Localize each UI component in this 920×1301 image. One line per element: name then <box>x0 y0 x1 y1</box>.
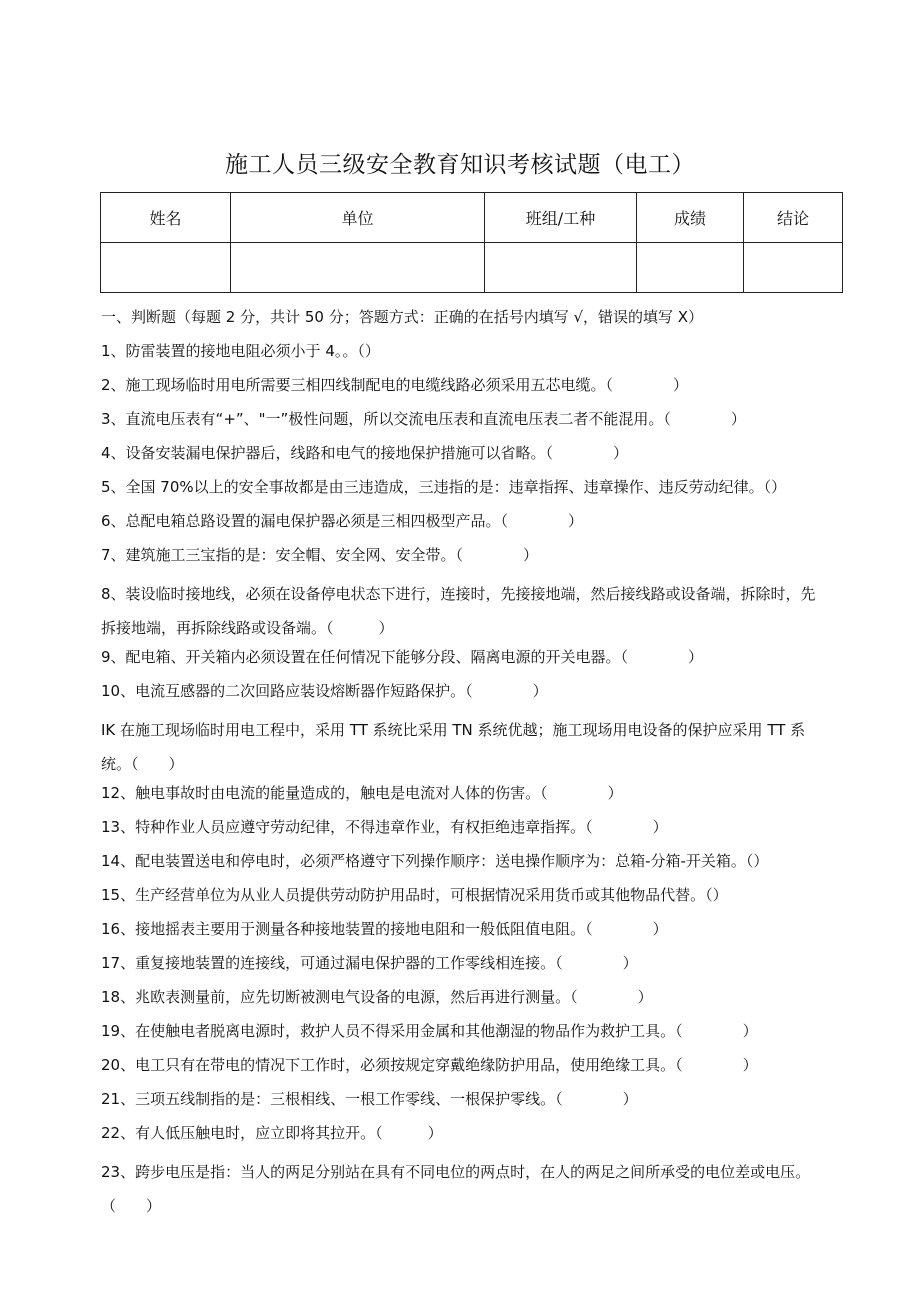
question-item: 17、重复接地装置的连接线，可通过漏电保护器的工作零线相连接。（ ） <box>101 954 638 972</box>
question-item: 1、防雷装置的接地电阻必须小于 4。。（） <box>101 342 380 360</box>
question-item: 8、装设临时接地线，必须在设备停电状态下进行，连接时，先接接地端，然后接线路或设备端，拆除时，先拆接地端，再拆除线路或设备端。（ ） <box>101 585 816 637</box>
score-header: 成绩 <box>637 193 744 243</box>
question-item: 9、配电箱、开关箱内必须设置在任何情况下能够分段、隔离电源的开关电器。（ ） <box>101 648 704 666</box>
question-item: 18、兆欧表测量前，应先切断被测电气设备的电源，然后再进行测量。（ ） <box>101 988 653 1006</box>
question-item: 7、建筑施工三宝指的是：安全帽、安全网、安全带。（ ） <box>101 546 539 564</box>
question-list <box>101 305 821 1223</box>
unit-header: 单位 <box>231 193 485 243</box>
question-item: 22、有人低压触电时，应立即将其拉开。（ ） <box>101 1124 443 1142</box>
question-item: 4、设备安装漏电保护器后，线路和电气的接地保护措施可以省略。（ ） <box>101 444 629 462</box>
conclusion-header: 结论 <box>744 193 843 243</box>
question-item: 23、跨步电压是指：当人的两足分别站在具有不同电位的两点时，在人的两足之间所承受的电位差或电压。（ ） <box>101 1163 811 1215</box>
student-info-table <box>100 192 843 293</box>
question-item: 5、全国 70%以上的安全事故都是由三违造成，三违指的是：违章指挥、违章操作、违反劳动纪律。（） <box>101 478 787 496</box>
question-item: 20、电工只有在带电的情况下工作时，必须按规定穿戴绝缘防护用品，使用绝缘工具。（ ） <box>101 1056 758 1074</box>
section-heading: 一、判断题（每题 2 分，共计 50 分；答题方式：正确的在括号内填写 √，错误的填写 X） <box>101 308 704 326</box>
score-cell[interactable] <box>637 243 744 293</box>
question-item: 6、总配电箱总路设置的漏电保护器必须是三相四极型产品。（ ） <box>101 512 584 530</box>
question-item: 12、触电事故时由电流的能量造成的，触电是电流对人体的伤害。（ ） <box>101 784 623 802</box>
unit-cell[interactable] <box>231 243 485 293</box>
question-item: 15、生产经营单位为从业人员提供劳动防护用品时，可根据情况采用货币或其他物品代替。（） <box>101 886 728 904</box>
question-item: 16、接地摇表主要用于测量各种接地装置的接地电阻和一般低阻值电阻。（ ） <box>101 920 668 938</box>
question-item: 21、三项五线制指的是：三根相线、一根工作零线、一根保护零线。（ ） <box>101 1090 638 1108</box>
question-item: 3、直流电压表有“+”、"一”极性问题，所以交流电压表和直流电压表二者不能混用。（ ） <box>101 410 746 428</box>
question-item: 2、施工现场临时用电所需要三相四线制配电的电缆线路必须采用五芯电缆。（ ） <box>101 376 689 394</box>
team-trade-cell[interactable] <box>485 243 637 293</box>
name-header: 姓名 <box>101 193 231 243</box>
question-item: 14、配电装置送电和停电时，必须严格遵守下列操作顺序：送电操作顺序为：总箱-分箱-开关箱。（） <box>101 852 769 870</box>
question-item: IK 在施工现场临时用电工程中，采用 TT 系统比采用 TN 系统优越；施工现场用电设备的保护应采用 TT 系统。（ ） <box>101 721 806 773</box>
team-trade-header: 班组/工种 <box>485 193 637 243</box>
question-item: 10、电流互感器的二次回路应装设熔断器作短路保护。（ ） <box>101 682 548 700</box>
info-header-row <box>101 193 843 243</box>
question-item: 13、特种作业人员应遵守劳动纪律，不得违章作业，有权拒绝违章指挥。（ ） <box>101 818 668 836</box>
question-item: 19、在使触电者脱离电源时，救护人员不得采用金属和其他潮湿的物品作为救护工具。（ ） <box>101 1022 758 1040</box>
conclusion-cell[interactable] <box>744 243 843 293</box>
info-input-row <box>101 243 843 293</box>
name-cell[interactable] <box>101 243 231 293</box>
document-title: 施工人员三级安全教育知识考核试题（电工） <box>225 152 695 178</box>
